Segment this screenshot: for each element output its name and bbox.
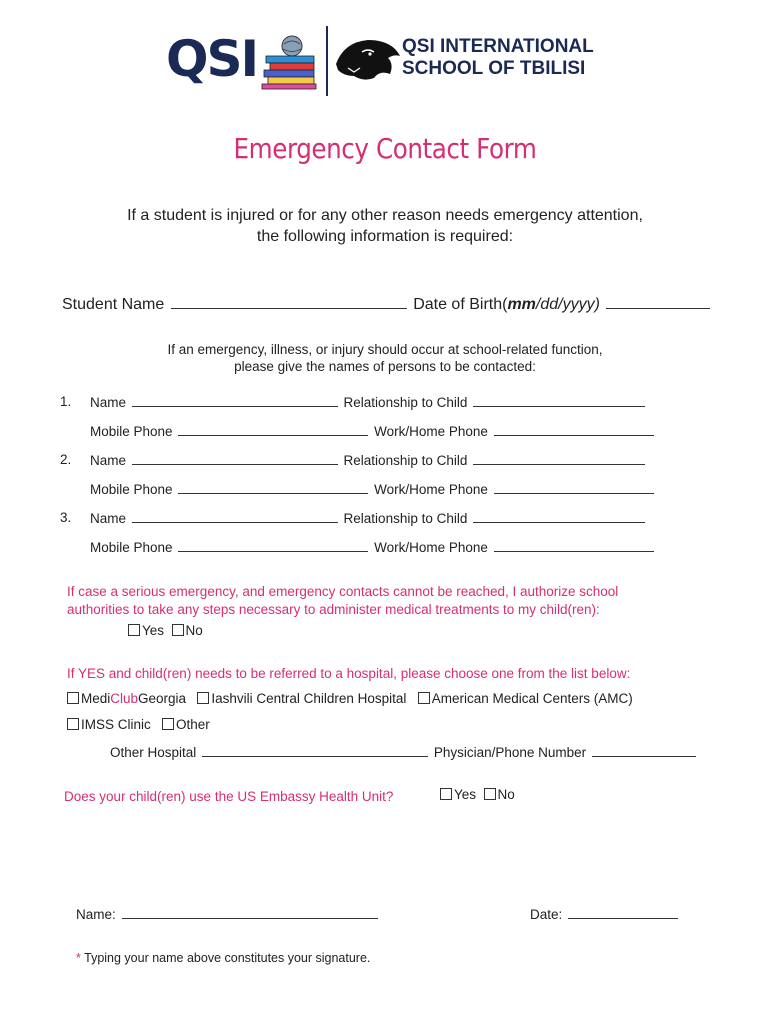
embassy-question: Does your child(ren) use the US Embassy Health Unit? <box>64 789 394 804</box>
authorize-no-checkbox[interactable] <box>172 624 184 636</box>
no-label: No <box>185 623 203 638</box>
signature-note <box>76 951 370 965</box>
contacts-intro-line-1: If an emergency, illness, or injury should occur at school-related function, <box>167 342 603 357</box>
contact-2-mobile-field[interactable] <box>178 479 368 494</box>
contact-3-mobile-field[interactable] <box>178 537 368 552</box>
contacts-intro-line-2: please give the names of persons to be contacted: <box>234 359 536 374</box>
student-name-row <box>62 294 712 314</box>
intro-line-1: If a student is injured or for any other reason needs emergency attention, <box>127 207 643 224</box>
signature-date-row <box>530 904 680 922</box>
contact-number: 3. <box>60 510 72 525</box>
hospital-options-row-1 <box>67 691 633 706</box>
amc-checkbox[interactable] <box>418 692 430 704</box>
mobile-phone-label: Mobile Phone <box>90 482 173 497</box>
contact-1-work-field[interactable] <box>494 421 654 436</box>
other-hospital-row <box>110 742 698 760</box>
physician-label: Physician/Phone Number <box>433 745 587 760</box>
contact-1-mobile-field[interactable] <box>178 421 368 436</box>
signature-name-row <box>76 904 380 922</box>
mobile-phone-label: Mobile Phone <box>90 424 173 439</box>
signature-date-field[interactable] <box>568 904 678 919</box>
school-name-line2: SCHOOL OF TBILISI <box>402 58 586 79</box>
relationship-label: Relationship to Child <box>343 395 468 410</box>
contact-number: 1. <box>60 394 72 409</box>
other-hospital-field[interactable] <box>202 742 428 757</box>
student-name-label: Student Name <box>62 296 165 313</box>
school-name-line1: QSI INTERNATIONAL <box>402 36 594 57</box>
hospital-options-row-2 <box>67 717 210 732</box>
hospital-prompt: If YES and child(ren) needs to be referred to a hospital, please choose one from the list below: <box>67 666 631 681</box>
contact-2-name-field[interactable] <box>132 450 338 465</box>
contact-3-name-field[interactable] <box>132 508 338 523</box>
contact-number: 2. <box>60 452 72 467</box>
panther-icon <box>334 34 402 84</box>
contact-name-label: Name <box>90 395 127 410</box>
no-label: No <box>497 787 515 802</box>
intro-text <box>0 205 770 247</box>
student-name-field[interactable] <box>171 294 407 309</box>
contact-2-name-row <box>90 450 647 468</box>
signature-name-label: Name: <box>76 907 116 922</box>
contact-2-phone-row <box>90 479 656 497</box>
other-label: Other <box>176 717 210 732</box>
form-title: Emergency Contact Form <box>233 132 537 165</box>
logo-divider <box>326 26 328 96</box>
contact-3-work-field[interactable] <box>494 537 654 552</box>
mediclub-checkbox[interactable] <box>67 692 79 704</box>
contact-1-relationship-field[interactable] <box>473 392 645 407</box>
contact-2-work-field[interactable] <box>494 479 654 494</box>
contact-1-phone-row <box>90 421 656 439</box>
work-phone-label: Work/Home Phone <box>374 540 488 555</box>
relationship-label: Relationship to Child <box>343 453 468 468</box>
authorize-options <box>128 623 203 638</box>
signature-date-label: Date: <box>530 907 563 922</box>
contacts-intro <box>0 341 770 375</box>
imss-label: IMSS Clinic <box>81 717 151 732</box>
contact-3-name-row <box>90 508 647 526</box>
intro-line-2: the following information is required: <box>256 228 514 245</box>
mediclub-label: MediClubGeorgia <box>81 691 187 706</box>
embassy-options <box>440 787 515 802</box>
signature-name-field[interactable] <box>122 904 378 919</box>
authorization-line-1: If case a serious emergency, and emergency contacts cannot be reached, I authorize school <box>67 584 619 599</box>
work-phone-label: Work/Home Phone <box>374 424 488 439</box>
signature-note-text: Typing your name above constitutes your signature. <box>84 951 371 965</box>
amc-label: American Medical Centers (AMC) <box>431 691 633 706</box>
contact-2-relationship-field[interactable] <box>473 450 645 465</box>
embassy-yes-checkbox[interactable] <box>440 788 452 800</box>
imss-checkbox[interactable] <box>67 718 79 730</box>
required-asterisk: * <box>76 951 81 965</box>
other-hospital-label: Other Hospital <box>110 745 197 760</box>
mobile-phone-label: Mobile Phone <box>90 540 173 555</box>
iashvili-checkbox[interactable] <box>197 692 209 704</box>
authorize-yes-checkbox[interactable] <box>128 624 140 636</box>
work-phone-label: Work/Home Phone <box>374 482 488 497</box>
contact-1-name-field[interactable] <box>132 392 338 407</box>
other-checkbox[interactable] <box>162 718 174 730</box>
relationship-label: Relationship to Child <box>343 511 468 526</box>
contact-name-label: Name <box>90 453 127 468</box>
contact-3-relationship-field[interactable] <box>473 508 645 523</box>
physician-field[interactable] <box>592 742 696 757</box>
school-name <box>402 36 594 80</box>
yes-label: Yes <box>142 623 165 638</box>
contact-3-phone-row <box>90 537 656 555</box>
dob-field[interactable] <box>606 294 710 309</box>
yes-label: Yes <box>454 787 477 802</box>
iashvili-label: Iashvili Central Children Hospital <box>211 691 407 706</box>
authorization-line-2: authorities to take any steps necessary to administer medical treatments to my child(ren): <box>67 602 600 617</box>
qsi-logo: QSI <box>166 30 258 88</box>
embassy-no-checkbox[interactable] <box>484 788 496 800</box>
authorization-text <box>67 583 618 619</box>
contact-1-name-row <box>90 392 647 410</box>
contact-name-label: Name <box>90 511 127 526</box>
books-globe-icon <box>258 32 324 90</box>
dob-label: Date of Birth(mm/dd/yyyy) <box>413 296 600 313</box>
